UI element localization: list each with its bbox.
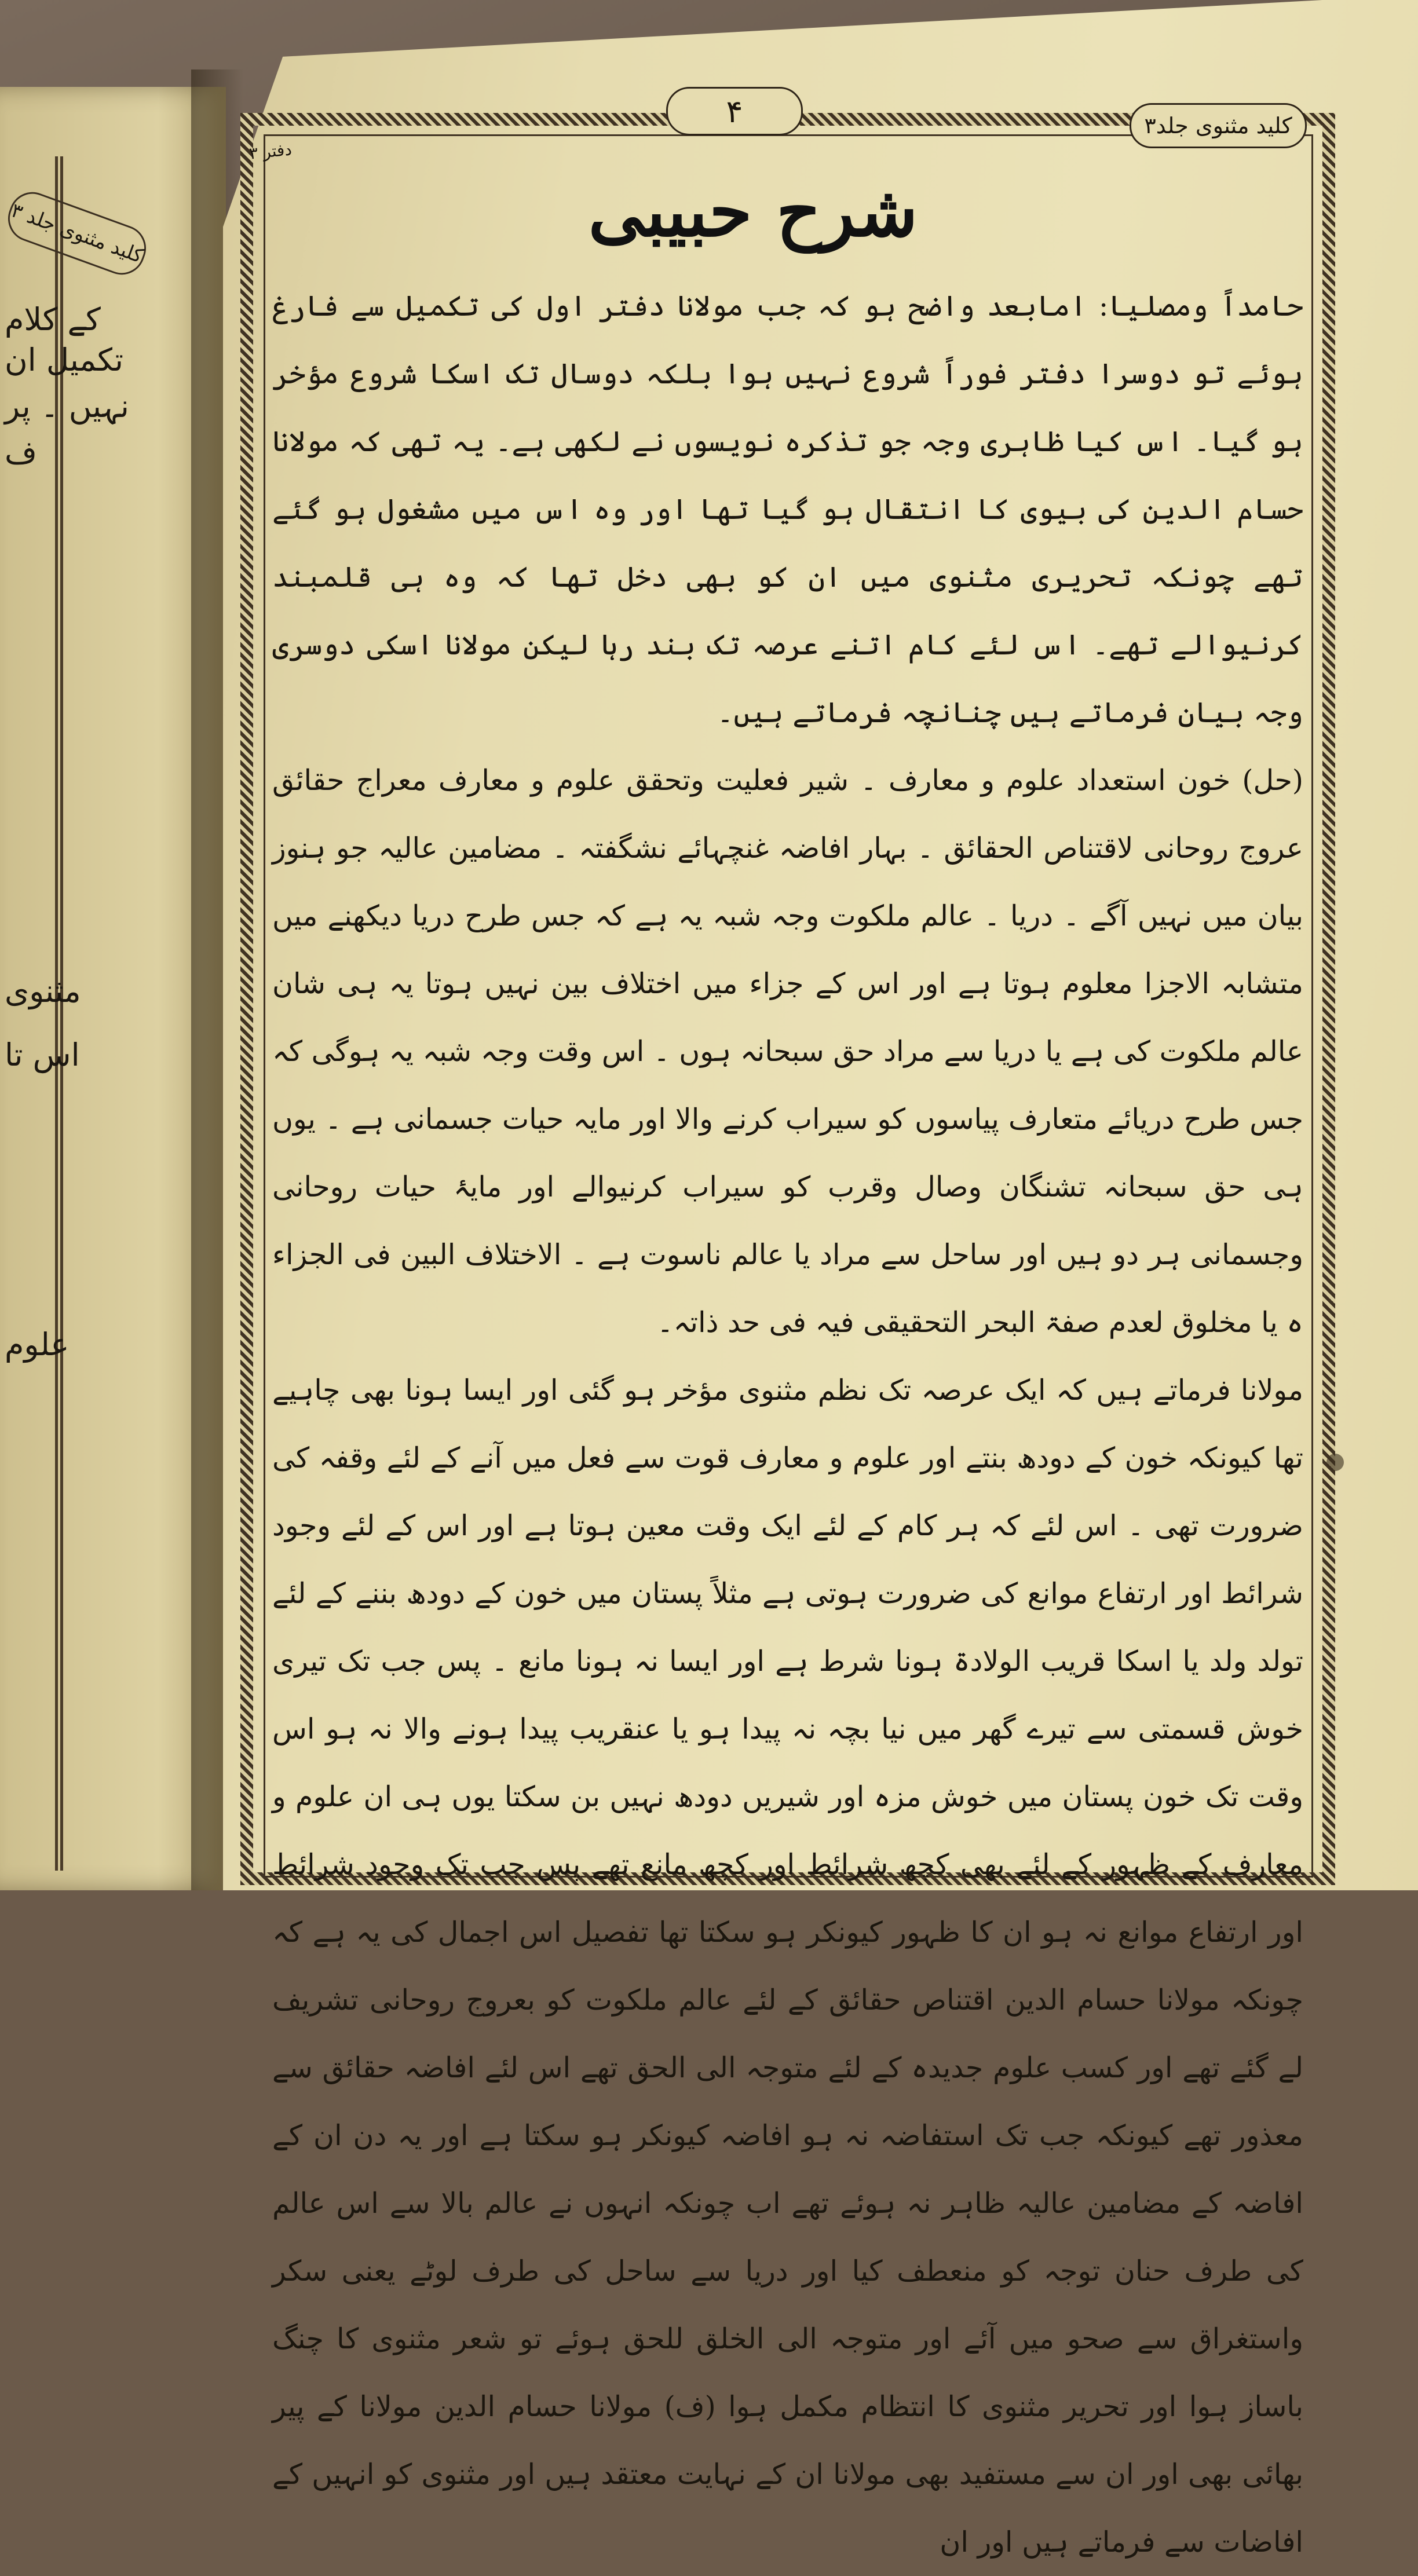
body-text: [272, 272, 1303, 2576]
left-page-fragment: علوم: [5, 1326, 70, 1363]
left-page-fragment: تکمیل ان: [5, 342, 124, 378]
ink-spot: [1326, 1454, 1344, 1471]
left-page-header: کلید مثنوی جلد ۳: [2, 186, 153, 281]
page-number-cartouche: [666, 87, 803, 136]
page-number: ۴: [726, 93, 743, 130]
left-page-fragment: کے کلام: [5, 301, 101, 338]
left-page-fragment: ف: [5, 434, 37, 471]
section-heading: شرح حبیبی: [588, 170, 918, 253]
running-header-title: کلید مثنوی جلد۳: [1144, 113, 1292, 138]
left-page-fragment: اس تا: [5, 1037, 80, 1073]
paragraph: مولانا فرماتے ہیں کہ ایک عرصہ تک نظم مثنوی مؤخر ہو گئی اور ایسا ہونا بھی چاہیے تھا کیونکہ خون کے دودھ بنتے اور علوم و معارف قوت سے فعل میں آنے کے لئے وقفہ کی ضرورت تھی ۔ اس لئے کہ ہر کام کے لئے ایک وقت معین ہوتا ہے اور اس کے لئے وجود شرائط اور ارتفاع موانع کی ضرورت ہوتی ہے مثلاً پستان میں خون کے دودھ بننے کے لئے تولد ولد یا اسکا قریب الولادۃ ہونا شرط ہے اور ایسا نہ ہونا مانع ۔ پس جب تک تیری خوش قسمتی سے تیرے گھر میں نیا بچہ نہ پیدا ہو یا عنقریب پیدا ہونے والا نہ ہو اس وقت تک خون پستان میں خوش مزہ اور شیریں دودھ نہیں بن سکتا یوں ہی ان علوم و معارف کے ظہور کے لئے بھی کچھ شرائط اور کچھ مانع تھے پس جب تک وجود شرائط اور ارتفاع موانع نہ ہو ان کا ظہور کیونکر ہو سکتا تھا تفصیل اس اجمال کی یہ ہے کہ چونکہ مولانا حسام الدین اقتناص حقائق کے لئے عالم ملکوت کو بعروج روحانی تشریف لے گئے تھے اور کسب علوم جدیدہ کے لئے متوجہ الی الحق تھے اس لئے افاضہ حقائق سے معذور تھے کیونکہ جب تک استفاضہ نہ ہو افاضہ کیونکر ہو سکتا ہے اور یہ دن ان کے افاضہ کے مضامین عالیہ ظاہر نہ ہوئے تھے اب چونکہ انہوں نے عالم بالا سے اس عالم کی طرف حنان توجہ کو منعطف کیا اور دریا سے ساحل کی طرف لوٹے یعنی سکر واستغراق سے صحو میں آئے اور متوجہ الی الخلق للحق ہوئے تو شعر مثنوی کا چنگ باساز ہوا اور تحریر مثنوی کا انتظام مکمل ہوا (ف) مولانا حسام الدین مولانا کے پیر بھائی بھی اور ان سے مستفید بھی مولانا ان کے نہایت معتقد ہیں اور مثنوی کو انہیں کے افاضات سے فرماتے ہیں اور ان: [272, 1374, 1303, 2559]
left-page-fragment: نہیں ۔ پر: [5, 388, 129, 425]
left-page-fragment: مثنوی: [5, 973, 81, 1009]
running-header-left: دفتر ۳: [248, 140, 293, 163]
paragraph: حامداً ومصلیا: امابعد واضح ہو کہ جب مولانا دفتر اول کی تکمیل سے فارغ ہوئے تو دوسرا دفتر فوراً شروع نہیں ہوا بلکہ دوسال تک اسکا شروع مؤخر ہو گیا۔ اس کیا ظاہری وجہ جو تذکرہ نویسوں نے لکھی ہے۔ یہ تھی کہ مولانا حسام الدین کی بیوی کا انتقال ہو گیا تھا اور وہ اس میں مشغول ہو گئے تھے چونکہ تحریری مثنوی میں ان کو بھی دخل تھا کہ وہ ہی قلمبند کرنیوالے تھے۔ اس لئے کام اتنے عرصہ تک بند رہا لیکن مولانا اسکی دوسری وجہ بیان فرماتے ہیں چنانچہ فرماتے ہیں۔: [272, 290, 1303, 729]
running-header-cartouche: [1130, 103, 1307, 148]
paragraph: (حل) خون استعداد علوم و معارف ۔ شیر فعلیت وتحقق علوم و معارف معراج حقائق عروج روحانی لاقتناص الحقائق ۔ بہار افاضہ غنچہائے نشگفتہ ۔ مضامین عالیہ جو ہنوز بیان میں نہیں آگے ۔ دریا ۔ عالم ملکوت وجہ شبہ یہ ہے کہ جس طرح دریا دیکھنے میں متشابہ الاجزا معلوم ہوتا ہے اور اس کے جزاء میں اختلاف بین نہیں ہوتا یہ ہی شان عالم ملکوت کی ہے یا دریا سے مراد حق سبحانہ ہوں ۔ اس وقت وجہ شبہ یہ ہوگی کہ جس طرح دریائے متعارف پیاسوں کو سیراب کرنے والا اور مایہ حیات جسمانی ہے ۔ یوں ہی حق سبحانہ تشنگان وصال وقرب کو سیراب کرنیوالے اور مایۂ حیات روحانی وجسمانی ہر دو ہیں اور ساحل سے مراد یا عالم ناسوت ہے ۔ الاختلاف البین فی الجزاء ہ یا مخلوق لعدم صفۃ البحر التحقیقی فیہ فی حد ذاتہ۔: [272, 764, 1303, 1339]
